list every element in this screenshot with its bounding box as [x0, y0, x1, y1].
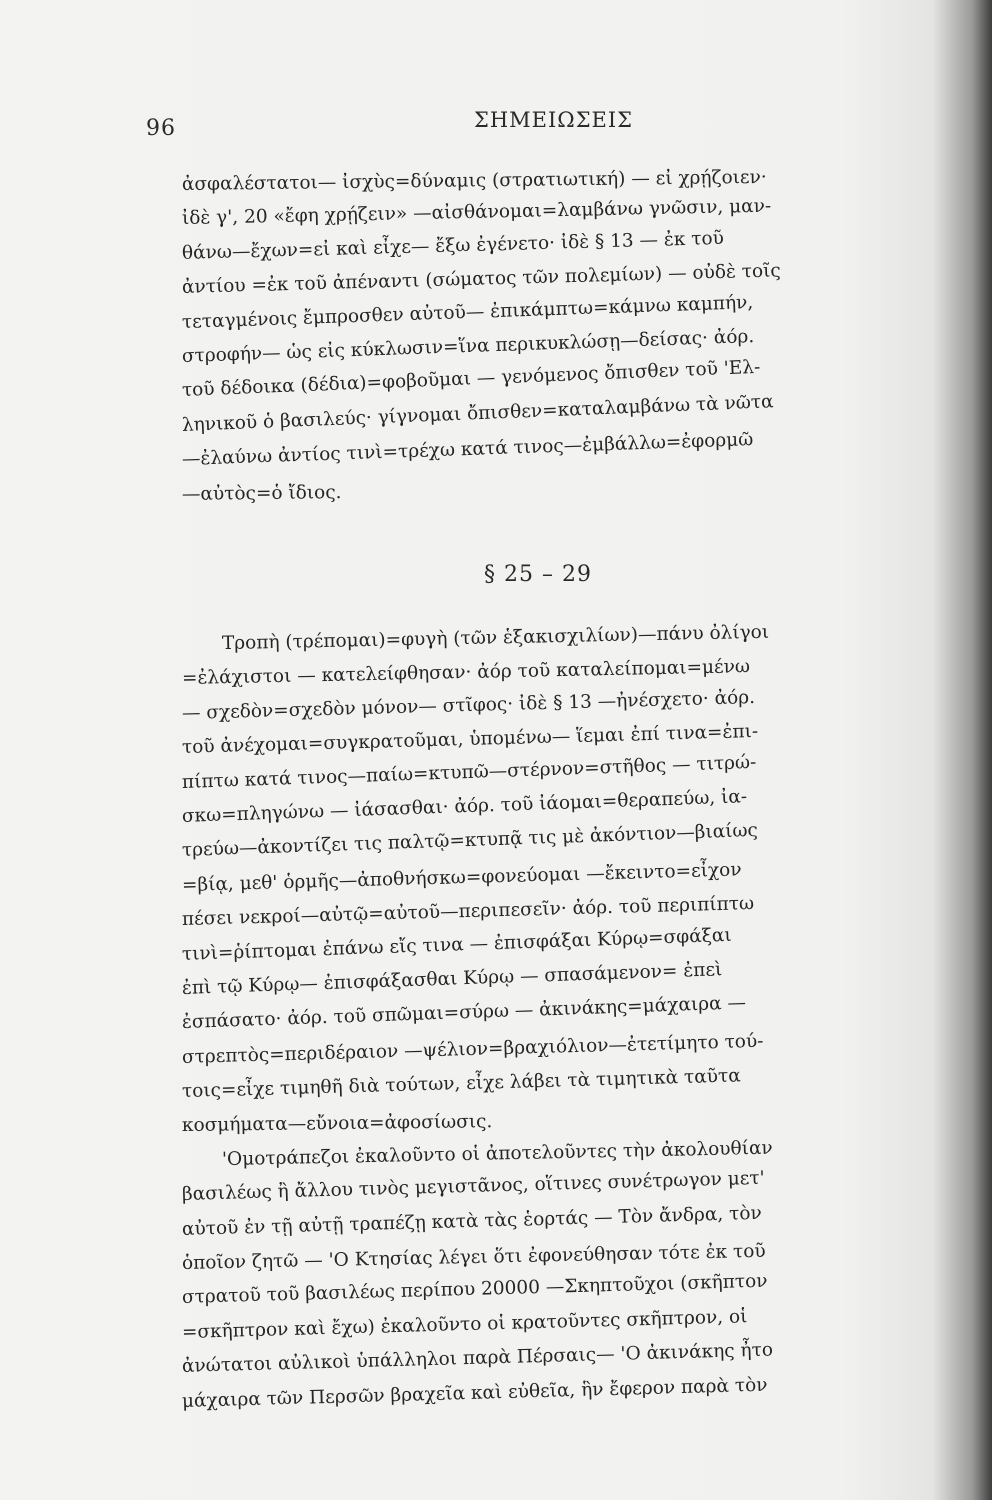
text-line: ἀντίου =ἐκ τοῦ ἀπέναντι (σώματος τῶν πολεμίων) — οὐδὲ τοῖς [181, 260, 782, 299]
text-line: κοσμήματα—εὔνοια=ἀφοσίωσις. [181, 1111, 493, 1137]
text-line: τινὶ=ῥίπτομαι ἐπάνω εἴς τινα — ἐπισφάξαι Κύρῳ=σφάξαι [181, 924, 732, 965]
text-line: =σκῆπτρον καὶ ἔχω) ἐκαλοῦντο οἱ κρατοῦντες σκῆπτρον, οἱ [181, 1306, 748, 1343]
text-line: =ἐλάχιστοι — κατελείφθησαν· ἀόρ τοῦ καταλείπομαι=μένω [181, 656, 751, 690]
text-line: ἀνώτατοι αὐλικοὶ ὑπάλληλοι παρὰ Πέρσαις— 'Ο ἀκινάκης ἦτο [181, 1339, 774, 1378]
text-line: στροφήν— ὡς εἰς κύκλωσιν=ἵνα περικυκλώσῃ—δείσας· ἀόρ. [181, 325, 755, 367]
text-line: — σχεδὸν=σχεδὸν μόνον— στῖφος· ἰδὲ § 13 —ἠνέσχετο· ἀόρ. [181, 686, 756, 724]
text-line: τοῦ δέδοικα (δέδια)=φοβοῦμαι — γενόμενος ὄπισθεν τοῦ 'Ελ- [181, 357, 761, 402]
text-line: στρεπτὸς=περιδέραιον —ψέλιον=βραχιόλιον—ἐτετίμητο τού- [181, 1030, 764, 1068]
text-line: 'Ομοτράπεζοι ἐκαλοῦντο οἱ ἀποτελοῦντες τὴν ἀκολουθίαν [221, 1137, 773, 1171]
text-line: ἀσφαλέστατοι— ἰσχὺς=δύναμις (στρατιωτική) — εἰ χρῄζοιεν· [181, 166, 767, 195]
page-header [0, 102, 992, 142]
text-line: ὁποῖον ζητῶ — 'Ο Κτησίας λέγει ὅτι ἐφονεύθησαν τότε ἐκ τοῦ [181, 1240, 766, 1275]
text-line: σκω=πληγώνω — ἰάσασθαι· ἀόρ. τοῦ ἰάομαι=θεραπεύω, ἰα- [181, 786, 748, 827]
text-line: Τροπὴ (τρέπομαι)=φυγὴ (τῶν ἑξακισχιλίων)—πάνυ ὀλίγοι [221, 621, 770, 655]
text-line: πέσει νεκροί—αὐτῷ=αὐτοῦ—περιπεσεῖν· ἀόρ. τοῦ περιπίπτω [181, 893, 755, 931]
text-line: στρατοῦ τοῦ βασιλέως περίπου 20000 —Σκηπτοῦχοι (σκῆπτον [181, 1271, 768, 1309]
text-line: τοις=εἶχε τιμηθῆ διὰ τούτων, εἶχε λάβει τὰ τιμητικὰ ταῦτα [181, 1065, 741, 1103]
text-line: =βίᾳ, μεθ' ὁρμῆς—ἀποθνήσκω=φονεύομαι —ἔκειντο=εἶχον [181, 859, 742, 896]
text-line: ἐπὶ τῷ Κύρῳ— ἐπισφάξασθαι Κύρῳ — σπασάμενον= ἐπεὶ [181, 959, 723, 999]
text-line: αὐτοῦ ἐν τῇ αὐτῇ τραπέζῃ κατὰ τὰς ἑορτάς — Τὸν ἄνδρα, τὸν [181, 1202, 762, 1240]
text-line: τοῦ ἀνέχομαι=συγκρατοῦμαι, ὑπομένω— ἵεμαι ἐπί τινα=ἐπι- [181, 721, 759, 759]
text-line: βασιλέως ἢ ἄλλου τινὸς μεγιστᾶνος, οἵτινες συνέτρωγον μετ' [181, 1167, 765, 1206]
text-line: ληνικοῦ ὁ βασιλεύς· γίγνομαι ὄπισθεν=καταλαμβάνω τὰ νῶτα [181, 390, 774, 436]
text-line: θάνω—ἔχων=εἰ καὶ εἶχε— ἔξω ἐγένετο· ἰδὲ § 13 — ἐκ τοῦ [181, 227, 725, 264]
running-title: ΣΗΜΕΙΩΣΕΙΣ [474, 108, 634, 132]
page-number: 96 [146, 116, 176, 141]
text-line: ἐσπάσατο· ἀόρ. τοῦ σπῶμαι=σύρω — ἀκινάκης=μάχαιρα — [181, 992, 747, 1034]
text-line: —αὐτὸς=ὁ ἴδιος. [181, 481, 342, 505]
section-heading: § 25 – 29 [484, 562, 592, 587]
notes-paragraph-2 [181, 621, 972, 1419]
text-line: τρεύω—ἀκοντίζει τις παλτῷ=κτυπᾷ τις μὲ ἀκόντιον—βιαίως [181, 820, 759, 862]
text-line: τεταγμένοις ἔμπροσθεν αὐτοῦ— ἐπικάμπτω=κάμνω καμπήν, [181, 291, 754, 333]
text-line: μάχαιρα τῶν Περσῶν βραχεῖα καὶ εὐθεῖα, ἣν ἔφερον παρὰ τὸν [181, 1374, 768, 1412]
text-line: —ἐλαύνω ἀντίος τινὶ=τρέχω κατά τινος—ἐμβάλλω=ἐφορμῶ [181, 429, 754, 471]
text-line: ἰδὲ γ', 20 «ἔφη χρῄζειν» —αἰσθάνομαι=λαμβάνω γνῶσιν, μαν- [181, 196, 772, 230]
text-line: πίπτω κατά τινος—παίω=κτυπῶ—στέρνον=στῆθος — τιτρώ- [181, 751, 757, 793]
notes-paragraph-1 [182, 168, 972, 512]
